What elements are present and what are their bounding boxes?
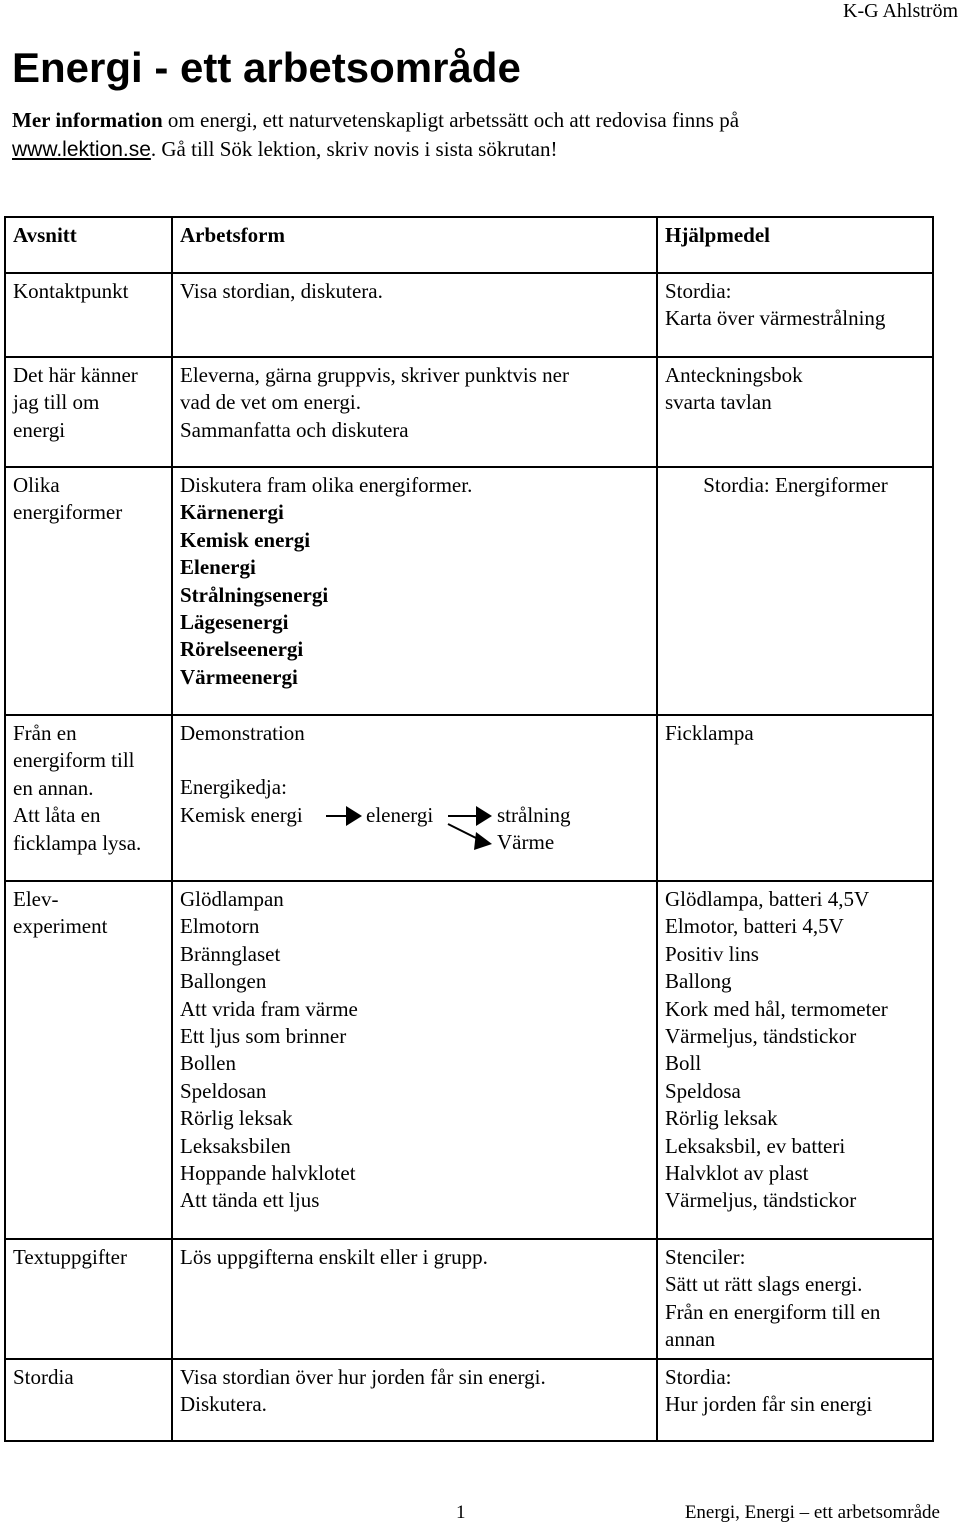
aids-line: svarta tavlan [665,390,772,415]
header-hjalpmedel: Hjälpmedel [657,217,933,273]
work-cell [172,1239,657,1359]
section-cell [5,357,172,467]
table-header-row [5,217,933,273]
experiment-item: Brännglaset [180,941,281,966]
header-avsnitt: Avsnitt [5,217,172,273]
section-label: Textuppgifter [13,1245,127,1269]
section-label: energi [13,417,66,442]
section-cell [5,715,172,881]
section-label: experiment [13,914,108,939]
intro-tail: . Gå till Sök lektion, skriv novis i sista sökrutan! [150,137,558,161]
aids-cell [657,715,933,881]
author-name: K-G Ahlström [843,0,958,22]
experiment-item: Ett ljus som brinner [180,1024,347,1049]
section-label: Att låta en [13,803,101,828]
experiment-item: Speldosan [180,1078,267,1103]
work-line: Demonstration [180,721,305,745]
aids-line: Hur jorden får sin energi [665,1392,873,1417]
intro-paragraph [12,106,912,164]
work-line: Lös uppgifterna enskilt eller i grupp. [180,1245,488,1269]
experiment-item: Elmotorn [180,914,260,939]
experiment-item: Leksaksbilen [180,1133,291,1158]
energy-chain [180,802,650,862]
work-cell [172,467,657,715]
work-line: vad de vet om energi. [180,390,361,415]
table-row [5,1359,933,1441]
energy-form: Strålningsenergi [180,582,329,607]
experiment-item: Bollen [180,1051,236,1076]
section-label: ficklampa lysa. [13,830,142,855]
footer-title: Energi, Energi – ett arbetsområde [684,1502,940,1523]
page-title: Energi - ett arbetsområde [12,44,521,91]
work-line: Eleverna, gärna gruppvis, skriver punktvis ner [180,363,569,387]
section-label: Det här känner [13,363,138,387]
work-line: Diskutera fram olika energiformer. [180,473,473,497]
aids-line: Positiv lins [665,941,759,966]
aids-line: Kork med hål, termometer [665,996,888,1021]
section-label: Stordia [13,1364,74,1389]
chain-end-heat: Värme [497,829,555,854]
chain-middle: elenergi [366,802,434,827]
intro-text: om energi, ett naturvetenskapligt arbetssätt och att redovisa finns på [162,108,740,132]
section-label: energiform till [13,748,135,773]
energy-form: Värmeenergi [180,664,298,689]
aids-line: Speldosa [665,1078,741,1103]
aids-line: Stenciler: [665,1245,746,1269]
aids-line: Stordia: [665,1364,732,1389]
experiment-item: Glödlampan [180,887,284,911]
chain-end-radiation: strålning [497,802,571,827]
section-label: en annan. [13,775,94,800]
section-label: energiformer [13,500,123,525]
section-label: Elev- [13,887,59,911]
section-cell [5,1239,172,1359]
work-cell [172,1359,657,1441]
experiment-item: Hoppande halvklotet [180,1161,356,1186]
work-cell [172,881,657,1239]
aids-cell [657,357,933,467]
work-line: Sammanfatta och diskutera [180,417,409,442]
section-cell [5,273,172,357]
energy-form: Rörelseenergi [180,637,304,662]
table-row [5,357,933,467]
work-cell [172,273,657,357]
energy-form: Lägesenergi [180,610,289,635]
aids-line: Stordia: [665,279,732,303]
aids-line: Stordia: Energiformer [703,473,888,497]
aids-line: Halvklot av plast [665,1161,809,1186]
section-cell [5,1359,172,1441]
energy-form: Kemisk energi [180,527,311,552]
aids-line: Karta över värmestrålning [665,306,886,331]
table-row [5,715,933,881]
aids-line: Från en energiform till en [665,1299,881,1324]
table-row [5,467,933,715]
aids-line: Sätt ut rätt slags energi. [665,1272,863,1297]
chain-start: Kemisk energi [180,802,303,827]
work-cell [172,357,657,467]
aids-cell [657,1359,933,1441]
section-label: Kontaktpunkt [13,279,129,303]
page-number: 1 [456,1502,466,1523]
aids-cell [657,1239,933,1359]
aids-line: Rörlig leksak [665,1106,778,1131]
section-cell [5,881,172,1239]
aids-line: Glödlampa, batteri 4,5V [665,887,870,911]
header-arbetsform: Arbetsform [172,217,657,273]
section-label: jag till om [13,390,100,415]
chain-arrow-icon [324,804,364,828]
aids-line: Värmeljus, tändstickor [665,1024,857,1049]
experiment-item: Rörlig leksak [180,1106,293,1131]
table-row [5,273,933,357]
energy-form: Kärnenergi [180,500,284,525]
section-label: Olika [13,473,60,497]
experiment-item: Att vrida fram värme [180,996,358,1021]
aids-cell [657,881,933,1239]
aids-line: Anteckningsbok [665,363,803,387]
aids-line: Ballong [665,969,732,994]
energy-chain-label: Energikedja: [180,775,287,800]
work-line: Diskutera. [180,1392,267,1417]
work-line: Visa stordian, diskutera. [180,279,383,303]
experiment-item: Att tända ett ljus [180,1188,320,1213]
intro-bold: Mer information [12,108,163,132]
lektion-link[interactable]: www.lektion.se [12,138,151,161]
aids-line: annan [665,1327,716,1352]
aids-cell [657,467,933,715]
work-plan-table [4,216,934,1442]
aids-line: Leksaksbil, ev batteri [665,1133,846,1158]
table-row [5,881,933,1239]
aids-cell [657,273,933,357]
aids-line: Boll [665,1051,702,1076]
aids-line: Elmotor, batteri 4,5V [665,914,844,939]
branch-arrow-icon [446,804,496,858]
section-cell [5,467,172,715]
aids-line: Värmeljus, tändstickor [665,1188,857,1213]
table-row [5,1239,933,1359]
section-label: Från en [13,721,77,745]
experiment-item: Ballongen [180,969,267,994]
work-cell [172,715,657,881]
work-line: Visa stordian över hur jorden får sin energi. [180,1364,546,1389]
energy-form: Elenergi [180,555,256,580]
aids-line: Ficklampa [665,721,754,745]
